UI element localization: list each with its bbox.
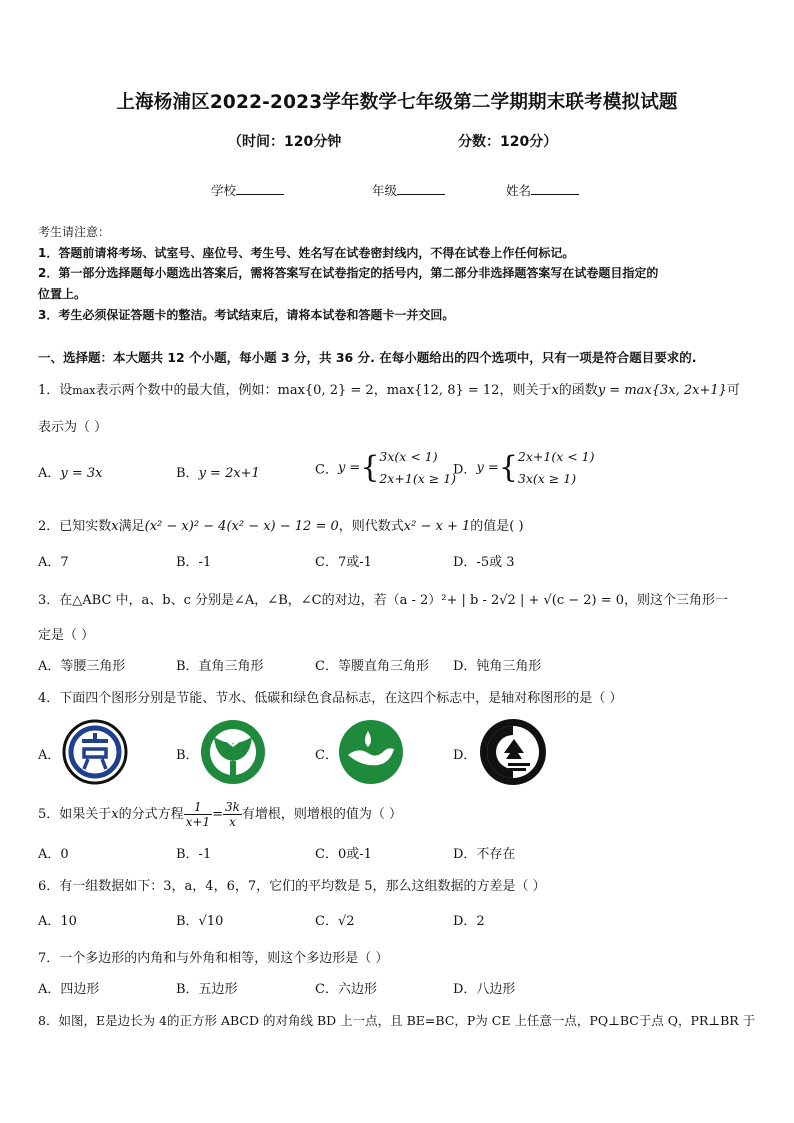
name-field [506,181,579,199]
notice-item: 3．考生必须保证答题卡的整洁。考试结束后，请将本试卷和答题卡一并交回。 [38,308,455,322]
fraction [223,800,242,829]
q1-text-part: 表示两个数中的最大值，例如： [95,383,278,398]
question-3-text: 3．在△ABC 中，a、b、c 分别是∠A，∠B，∠C的对边，若（a - 2）²+ | b - 2√2 | + √(c − 2) = 0，则这个三角形一 [38,593,729,608]
q1-option-c[interactable] [315,446,456,490]
notice-item: 1．答题前请将考场、试室号、座位号、考生号、姓名写在试卷密封线内，不得在试卷上作任何标记。 [38,246,575,260]
q1-text-part: 可 [726,383,740,398]
school-blank [236,182,284,195]
case-line: 2x+1(x < 1) [517,449,595,464]
q7-option-a[interactable]: A．四边形 [38,982,100,997]
q4-option-a[interactable]: A． [38,748,61,763]
fraction-denominator: x [229,815,236,829]
q7-option-d[interactable]: D．八边形 [453,982,516,997]
q1-text-part: ，则关于 [499,383,552,398]
name-blank [531,182,579,195]
equals-sign: = [212,807,224,822]
q2-option-b[interactable]: B．-1 [176,555,212,570]
question-1-text-cont: 表示为（ ） [38,420,108,435]
low-carbon-logo [338,719,404,785]
fraction-denominator: x+1 [185,815,211,829]
question-5-text [38,800,402,829]
q3-option-a[interactable]: A．等腰三角形 [38,659,126,674]
option-letter: D． [453,462,477,478]
q1-option-b[interactable] [176,462,260,481]
q5-var-x: x [111,807,119,822]
q5-option-b[interactable]: B．-1 [176,847,212,862]
question-4-text: 4．下面四个图形分别是节能、节水、低碳和绿色食品标志，在这四个标志中，是轴对称图形的是（ ） [38,691,623,706]
grade-blank [397,182,445,195]
brace-glyph: { [498,450,518,485]
q1-option-d[interactable] [453,446,595,490]
piecewise-cases [379,446,456,490]
question-3-text-cont: 定是（ ） [38,628,95,643]
q4-option-d[interactable]: D． [453,748,477,763]
option-math: y = [476,460,499,476]
q2-text-part: 的值是( ) [470,519,524,534]
question-1-text: 1．设max表示两个数中的最大值，例如：max{0, 2} = 2，max{12, 8} = 12，则关于x的函数y = max{3x, 2x+1}可 [38,383,740,398]
q3-option-c[interactable]: C．等腰直角三角形 [315,659,429,674]
fraction [184,800,212,829]
q2-option-a[interactable]: A．7 [38,555,69,570]
q3-option-d[interactable]: D．钝角三角形 [453,659,542,674]
green-food-logo [478,717,548,787]
brace-glyph: { [360,450,380,485]
q5-option-a[interactable]: A．0 [38,847,69,862]
q7-option-b[interactable]: B．五边形 [176,982,238,997]
q7-option-c[interactable]: C．六边形 [315,982,377,997]
q1-example-1: max{0, 2} = 2 [277,383,374,398]
q5-option-d[interactable]: D．不存在 [453,847,516,862]
option-letter: A． [38,466,61,481]
case-line: 3x(x < 1) [379,449,438,464]
q1-example-2: max{12, 8} = 12 [386,383,500,398]
option-letter: B． [176,466,199,481]
option-letter: C． [315,462,338,478]
q6-option-c[interactable]: C．√2 [315,914,355,929]
section-heading: 一、选择题：本大题共 12 个小题，每小题 3 分，共 36 分. 在每小题给出的四个选项中，只有一项是符合题目要求的. [38,350,697,365]
piecewise-cases [518,446,595,490]
option-math: y = 3x [60,466,103,481]
notice-item: 2．第一部分选择题每小题选出答案后，需将答案写在试卷指定的括号内，第二部分非选择题答案写在试卷题目指定的 [38,266,659,280]
q2-text-part: ，则代数式 [338,519,404,534]
fraction-numerator: 3k [225,800,240,814]
exam-time: （时间：120分钟 [228,134,342,150]
option-math: y = [337,460,361,476]
q2-option-c[interactable]: C．7或-1 [315,555,372,570]
q1-max: max [72,384,96,397]
q2-text-part: 2．已知实数 [38,519,112,534]
q4-option-c[interactable]: C． [315,748,338,763]
school-field [211,181,284,199]
q2-expression: x² − x + 1 [403,519,471,534]
q1-option-a[interactable] [38,462,103,481]
q2-equation: (x² − x)² − 4(x² − x) − 12 = 0 [144,519,339,534]
grade-label: 年级 [372,183,398,198]
school-label: 学校 [211,183,237,198]
q5-text-part: 有增根，则增根的值为（ ） [241,807,403,822]
question-8-text: 8．如图，E是边长为 4的正方形 ABCD 的对角线 BD 上一点，且 BE=BC，P为 CE 上任意一点，PQ⊥BC于点 Q，PR⊥BR 于 [38,1013,756,1028]
exam-score: 分数：120分） [458,134,558,150]
energy-saving-logo [62,719,128,785]
question-6-text: 6．有一组数据如下：3，a，4，6，7，它们的平均数是 5，那么这组数据的方差是（ ） [38,879,546,894]
q4-option-b[interactable]: B． [176,748,199,763]
q2-var-x: x [111,519,119,534]
case-line: 2x+1(x ≥ 1) [379,471,457,486]
fraction-numerator: 1 [184,800,212,815]
option-math: y = 2x+1 [198,466,260,481]
q5-text-part: 的分式方程 [118,807,184,822]
q1-text-part: 1．设 [38,383,73,398]
q1-var-x: x [551,383,559,398]
q6-option-b[interactable]: B．√10 [176,914,224,929]
case-line: 3x(x ≥ 1) [517,471,577,486]
q1-function: y = max{3x, 2x+1} [597,383,727,398]
q1-text-part: 的函数 [558,383,598,398]
q2-text-part: 满足 [118,519,145,534]
q2-option-d[interactable]: D．-5或 3 [453,555,515,570]
q5-text-part: 5．如果关于 [38,807,112,822]
q3-option-b[interactable]: B．直角三角形 [176,659,264,674]
water-saving-logo [200,719,266,785]
name-label: 姓名 [506,183,532,198]
question-7-text: 7．一个多边形的内角和与外角和相等，则这个多边形是（ ） [38,951,389,966]
q5-option-c[interactable]: C．0或-1 [315,847,372,862]
q6-option-d[interactable]: D．2 [453,914,485,929]
notice-item: 位置上。 [38,287,87,301]
q6-option-a[interactable]: A．10 [38,914,77,929]
notice-heading: 考生请注意： [38,225,111,239]
grade-field [372,181,445,199]
question-2-text [38,515,524,534]
page-title: 上海杨浦区2022-2023学年数学七年级第二学期期末联考模拟试题 [116,92,678,113]
